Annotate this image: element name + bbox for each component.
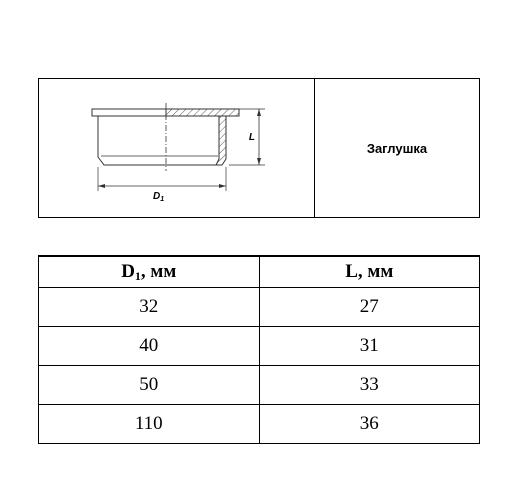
cell-l: 36 <box>259 405 480 444</box>
wall-section <box>216 116 226 165</box>
header-l: L, мм <box>259 256 480 288</box>
flange-left <box>92 109 166 116</box>
arrow-D1-left <box>98 184 105 188</box>
table-row <box>39 327 480 366</box>
cell-d1: 110 <box>39 405 260 444</box>
end-cap-drawing <box>39 79 315 217</box>
cell-d1: 50 <box>39 366 260 405</box>
table-row <box>39 288 480 327</box>
technical-drawing <box>39 79 315 217</box>
arrow-L-bottom <box>257 158 261 165</box>
cell-l: 31 <box>259 327 480 366</box>
flange-section <box>166 109 239 116</box>
cell-l: 27 <box>259 288 480 327</box>
cell-l: 33 <box>259 366 480 405</box>
dim-L-label: L <box>248 132 255 143</box>
cell-d1: 40 <box>39 327 260 366</box>
product-box <box>38 78 480 218</box>
table-row <box>39 366 480 405</box>
arrow-L-top <box>257 109 261 116</box>
dimensions-table <box>38 255 480 444</box>
dim-D1-label: $D_1$ <box>153 191 165 203</box>
product-name: Заглушка <box>366 140 428 156</box>
table-row <box>39 405 480 444</box>
table-header-row <box>39 256 480 288</box>
arrow-D1-right <box>219 184 226 188</box>
body-outline <box>98 116 166 165</box>
header-d1: $D_1$, мм <box>39 256 260 288</box>
cell-d1: 32 <box>39 288 260 327</box>
